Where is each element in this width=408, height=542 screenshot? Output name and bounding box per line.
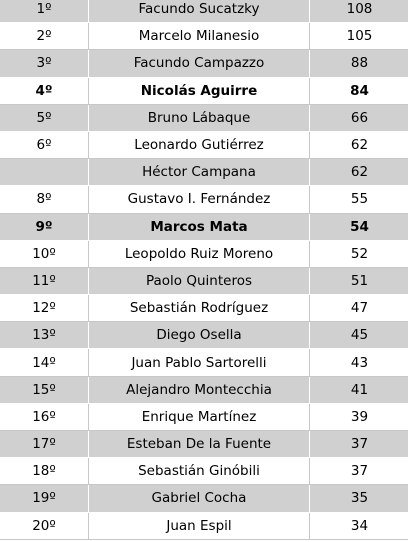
table-row: [0, 23, 408, 50]
table-row: [0, 131, 408, 158]
points-cell: 62: [310, 131, 408, 158]
player-name-cell: Sebastián Ginóbili: [89, 458, 310, 485]
position-cell: 1º: [0, 0, 89, 23]
player-name-cell: Enrique Martínez: [89, 403, 310, 430]
player-name-cell: Diego Osella: [89, 322, 310, 349]
table-row: [0, 50, 408, 77]
player-name-cell: Leopoldo Ruiz Moreno: [89, 240, 310, 267]
table-row: [0, 485, 408, 512]
points-cell: 41: [310, 376, 408, 403]
table-row: [0, 431, 408, 458]
points-cell: 39: [310, 403, 408, 430]
table-row: [0, 186, 408, 213]
player-name-cell: Alejandro Montecchia: [89, 376, 310, 403]
player-name-cell: Facundo Campazzo: [89, 50, 310, 77]
table-row: [0, 267, 408, 294]
points-cell: 105: [310, 23, 408, 50]
player-name-cell: Juan Espil: [89, 512, 310, 539]
player-name-cell: Gustavo I. Fernández: [89, 186, 310, 213]
position-cell: 20º: [0, 512, 89, 539]
player-name-cell: Marcelo Milanesio: [89, 23, 310, 50]
position-cell: 5º: [0, 104, 89, 131]
player-name-cell: Bruno Lábaque: [89, 104, 310, 131]
position-cell: 18º: [0, 458, 89, 485]
player-name-cell: Nicolás Aguirre: [89, 77, 310, 104]
position-cell: 16º: [0, 403, 89, 430]
table-row: [0, 159, 408, 186]
points-cell: 34: [310, 512, 408, 539]
player-name-cell: Leonardo Gutiérrez: [89, 131, 310, 158]
position-cell: 11º: [0, 267, 89, 294]
points-cell: 47: [310, 295, 408, 322]
points-cell: 108: [310, 0, 408, 23]
table-row: [0, 376, 408, 403]
position-cell: 6º: [0, 131, 89, 158]
points-cell: 62: [310, 159, 408, 186]
position-cell: 8º: [0, 186, 89, 213]
table-row: [0, 240, 408, 267]
position-cell: 3º: [0, 50, 89, 77]
player-name-cell: Esteban De la Fuente: [89, 431, 310, 458]
position-cell: 14º: [0, 349, 89, 376]
table-row: [0, 295, 408, 322]
points-cell: 37: [310, 431, 408, 458]
player-name-cell: Marcos Mata: [89, 213, 310, 240]
points-cell: 45: [310, 322, 408, 349]
points-cell: 84: [310, 77, 408, 104]
table-row: [0, 403, 408, 430]
position-cell: 2º: [0, 23, 89, 50]
player-name-cell: Sebastián Rodríguez: [89, 295, 310, 322]
points-cell: 55: [310, 186, 408, 213]
points-cell: 88: [310, 50, 408, 77]
position-cell: [0, 159, 89, 186]
table-row: [0, 458, 408, 485]
position-cell: 17º: [0, 431, 89, 458]
table-row: [0, 512, 408, 539]
table-row: [0, 349, 408, 376]
table-row: [0, 213, 408, 240]
points-cell: 52: [310, 240, 408, 267]
player-name-cell: Héctor Campana: [89, 159, 310, 186]
points-cell: 43: [310, 349, 408, 376]
points-cell: 37: [310, 458, 408, 485]
position-cell: 15º: [0, 376, 89, 403]
table-row: [0, 104, 408, 131]
table-row: [0, 322, 408, 349]
position-cell: 9º: [0, 213, 89, 240]
table-row: [0, 77, 408, 104]
points-cell: 66: [310, 104, 408, 131]
points-cell: 35: [310, 485, 408, 512]
player-name-cell: Juan Pablo Sartorelli: [89, 349, 310, 376]
position-cell: 10º: [0, 240, 89, 267]
position-cell: 19º: [0, 485, 89, 512]
points-cell: 51: [310, 267, 408, 294]
player-name-cell: Paolo Quinteros: [89, 267, 310, 294]
table-row: [0, 0, 408, 23]
position-cell: 12º: [0, 295, 89, 322]
player-name-cell: Gabriel Cocha: [89, 485, 310, 512]
position-cell: 4º: [0, 77, 89, 104]
position-cell: 13º: [0, 322, 89, 349]
player-name-cell: Facundo Sucatzky: [89, 0, 310, 23]
points-cell: 54: [310, 213, 408, 240]
